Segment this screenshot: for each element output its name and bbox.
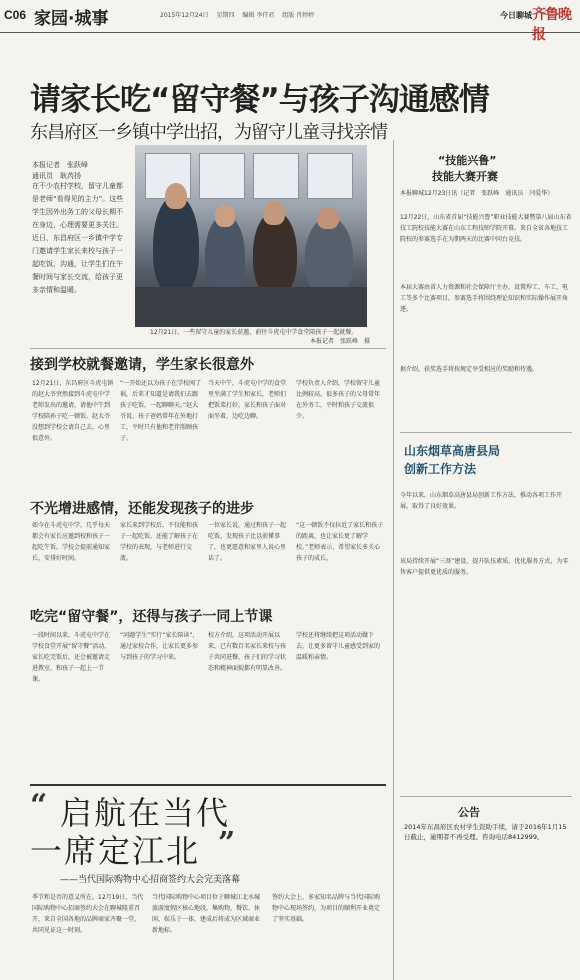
page-header <box>0 0 580 43</box>
right-headline-line2: 创新工作方法 <box>404 462 477 476</box>
layout-credit: 组版 肖婷婷 <box>282 12 315 19</box>
sub2-col-2: 家长来到学校后，不仅能和孩子一起吃饭，还能了解孩子在学校的表现，与老师进行交流。 <box>120 522 199 562</box>
sub1-col-2: “一开始还以为孩子在学校闯了祸，后来才知道是请我们去跟孩子吃饭，一起聊聊天。”赵大爷说，孩子爸妈常年在外地打工，平时只有他和老伴照顾孩子。 <box>120 380 202 442</box>
bottom-title-line1: 启航在当代 <box>60 794 231 832</box>
sub3-col-4: 学校还将继续把这项活动做下去，让更多留守儿童感受到家的温暖和亲情。 <box>296 632 381 661</box>
section-title: 家园·城事 <box>34 9 109 29</box>
right-body-2: 本届大赛由省人力资源和社会保障厅主办，设置焊工、车工、电工等多个比赛项目，参赛选手将围绕理论知识和实际操作展开角逐。 <box>400 284 569 313</box>
sub1-col-1: 12月21日，东昌府区斗虎屯镇的赵大爷突然接到斗虎屯中学老师发出的邀请，请他中午到学校陪孙子吃一顿饭。赵大爷没想到学校会请自己去，心里很意外。 <box>32 380 114 442</box>
right-body-5: 该局持续开展“三基”建设，提升队伍素质，优化服务方式，为零售客户提供更优质的服务。 <box>400 558 569 576</box>
sub3-col-2: “问题学生”实行“家长陪读”，通过家校合作，让家长更多参与到孩子的学习中来。 <box>120 632 199 661</box>
byline <box>32 160 88 182</box>
issue-weekday: 星期四 <box>216 12 235 19</box>
right-title-line2: 技能大赛开赛 <box>432 170 498 183</box>
bottom-subtitle: ——当代国际购物中心招商签约大会完美落幕 <box>60 875 241 885</box>
main-subheadline: 东昌府区一乡镇中学出招，为留守儿童寻找亲情 <box>30 122 387 143</box>
notice-title: 公告 <box>458 806 480 819</box>
byline-reporter: 本报记者 张跃峰 <box>32 161 88 169</box>
sub3-col-3: 校方介绍，这项活动开展以来，已有数百名家长来校与孩子共同进餐，孩子们的学习状态和精神面貌都有明显改善。 <box>208 632 287 672</box>
sub2-col-4: “这一顿饭不仅拉近了家长和孩子的距离，也让家长更了解学校。”老师表示，希望家长多关心孩子的成长。 <box>296 522 384 562</box>
opening-quote-mark: “ <box>30 788 48 823</box>
photo-credit: 本报记者 张跃峰 摄 <box>309 338 370 345</box>
paper-name: 今日聊城 <box>500 11 532 20</box>
right-byline: 本报聊城12月23日讯（记者 张跃峰 通讯员 闫爱华） <box>400 190 554 197</box>
bottom-col-3: 签约大会上，多家知名品牌与当代国际购物中心现场签约，为项目的顺利开业奠定了坚实基础。 <box>272 894 381 923</box>
photo-caption <box>150 328 370 346</box>
photo-caption-text: 12月21日，一些留守儿童的家长获邀，前往斗虎屯中学食堂陪孩子一起就餐。 <box>150 329 358 336</box>
right-body-4: 今年以来，山东烟草高唐县局创新工作方法，推动各项工作开展，取得了良好效果。 <box>400 492 563 510</box>
issue-date: 2015年12月24日 <box>160 12 209 19</box>
notice-body: 2014年东昌府区农村学生资助手续，请于2016年1月15日截止，逾期者不再受理。咨询电话8412999。 <box>404 823 567 841</box>
right-body-1: 12月22日，山东省首届“技能兴鲁”职业技能大赛暨第八届山东省技工院校技能大赛在山东工程技师学院开幕。来自全省各地技工院校的参赛选手在为期两天的比赛中同台竞技。 <box>400 214 572 243</box>
right-body-3: 据介绍，获奖选手将按规定享受相应的奖励和待遇。 <box>400 366 539 373</box>
sub2-col-3: 一位家长说，通过和孩子一起吃饭，发现孩子比以前懂事了，也更愿意和家里人说心里话了。 <box>208 522 287 562</box>
bottom-col-1: 季节和是否的意义所在。12月19日，当代国际购物中心招商签约大会在聊城隆重召开，来自全国各地的品牌商家齐聚一堂，共同见证这一时刻。 <box>32 894 144 934</box>
intro-paragraph: 在不少农村学校，留守儿童都是老师“看得见的主力”。这些学生因外出务工的父母长期不在身边，心理需要更多关注。近日，东昌府区一乡镇中学专门邀请学生家长来校与孩子一起吃饭、沟通，让学生们在午餐时间与家长交流，给孩子更多亲情和温暖。 <box>32 182 124 294</box>
header-meta <box>160 10 320 19</box>
subhead-3: 吃完“留守餐”，还得与孩子一同上节课 <box>30 609 273 625</box>
paper-logo: 齐鲁晚报 <box>532 7 571 43</box>
subhead-1: 接到学校就餐邀请，学生家长很意外 <box>30 357 254 373</box>
bottom-col-2: 当代国际购物中心项目位于聊城江北水城旅游度假区核心地段，集购物、餐饮、休闲、娱乐于一体，建成后将成为区域商业新地标。 <box>152 894 261 934</box>
subhead-2: 不光增进感情，还能发现孩子的进步 <box>30 501 254 517</box>
editor-credit: 编辑 李仟君 <box>242 12 275 19</box>
sub1-col-3: 当天中午，斗虎屯中学的食堂里坐满了学生和家长，老师们把饭菜打好，家长和孩子面对面坐着，边吃边聊。 <box>208 380 287 420</box>
news-photo <box>135 145 367 327</box>
sub1-col-4: 学校负责人介绍，学校留守儿童比例较高，很多孩子的父母常年在外务工，平时和孩子交流很少。 <box>296 380 381 420</box>
main-headline: 请家长吃“留守餐”与孩子沟通感情 <box>30 82 489 118</box>
closing-quote-mark: ” <box>218 826 236 861</box>
sub2-col-1: 如今在斗虎屯中学，几乎每天都会有家长应邀到校和孩子一起吃午饭。学校会提前通知家长，安排好时间。 <box>32 522 111 562</box>
page-number: C06 <box>4 8 27 22</box>
bottom-title-line2: 一席定江北 <box>30 832 201 870</box>
byline-correspondent: 通讯员 耿芮扬 <box>32 172 81 180</box>
sub3-col-1: 一段时间以来，斗虎屯中学在学校食堂开展“留守餐”活动，家长吃完饭后，还会被邀请走进教室，和孩子一起上一节课。 <box>32 632 111 683</box>
right-title-line1: “技能兴鲁” <box>438 154 497 167</box>
right-headline-line1: 山东烟草高唐县局 <box>404 444 501 458</box>
